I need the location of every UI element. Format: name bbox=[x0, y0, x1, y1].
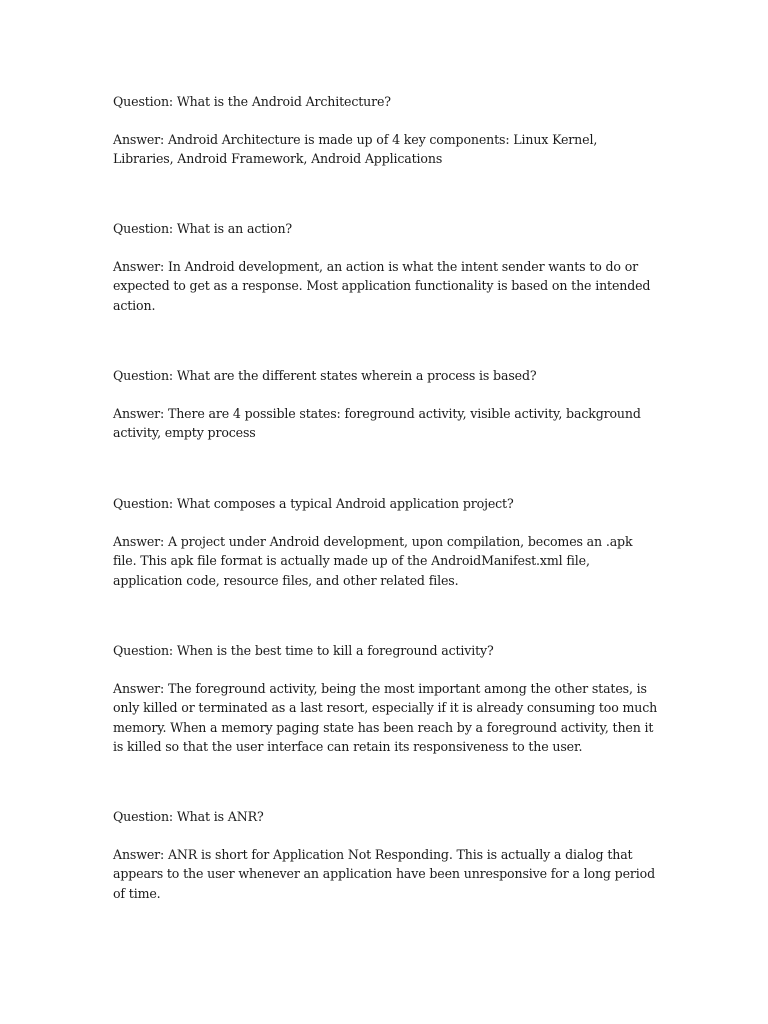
qa-block-android-architecture bbox=[113, 92, 658, 169]
qa-block-anr bbox=[113, 807, 658, 903]
question-text: Question: What is the Android Architecture? bbox=[113, 94, 391, 109]
answer-text: Answer: There are 4 possible states: foreground activity, visible activity, background activity, empty process bbox=[113, 406, 641, 441]
question-text: Question: What are the different states wherein a process is based? bbox=[113, 368, 537, 383]
question-text: Question: When is the best time to kill a foreground activity? bbox=[113, 643, 494, 658]
qa-block-process-states bbox=[113, 366, 658, 443]
qa-block-kill-foreground bbox=[113, 641, 658, 756]
question-text: Question: What is an action? bbox=[113, 221, 293, 236]
answer-text: Answer: ANR is short for Application Not Responding. This is actually a dialog that appears to the user whenever an application have been unresponsive for a long period of time. bbox=[113, 847, 655, 901]
answer-text: Answer: Android Architecture is made up of 4 key components: Linux Kernel, Libraries, Android Framework, Android Applications bbox=[113, 132, 598, 167]
answer-text: Answer: In Android development, an action is what the intent sender wants to do or expected to get as a response. Most application functionality is based on the intended action. bbox=[113, 259, 651, 313]
question-text: Question: What composes a typical Android application project? bbox=[113, 496, 514, 511]
question-text: Question: What is ANR? bbox=[113, 809, 264, 824]
answer-text: Answer: The foreground activity, being the most important among the other states, is only killed or terminated as a last resort, especially if it is already consuming too much memory. When a memory paging state has been reach by a foreground activity, then it is killed so that the user interface can retain its responsiveness to the user. bbox=[113, 681, 658, 754]
answer-text: Answer: A project under Android development, upon compilation, becomes an .apk file. This apk file format is actually made up of the AndroidManifest.xml file, application code, resource files, and other related files. bbox=[113, 534, 633, 588]
qa-block-application-project bbox=[113, 494, 658, 590]
qa-block-action bbox=[113, 219, 658, 315]
